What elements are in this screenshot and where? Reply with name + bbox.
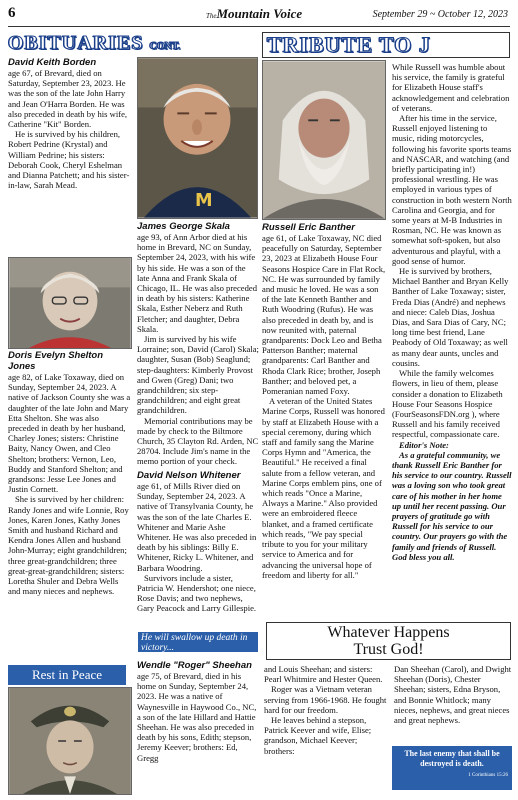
scripture-verse-box [392, 746, 512, 790]
obituary-paragraph: age 61, of Lake Toxaway, NC died peacefully on Saturday, September 23, 2023 at Elizabeth House Four Seasons Hospice Care in Flat Rock, NC. He was surrounded by family and music he loved. He was a son of the late Kenneth Banther and Ruth Woodring (Rufus). He was also preceded in death by, and is now reunited with, paternal grandparents: Dock Leo and Betha Patterson Banther; maternal grandparents: Carl Banther and Rhoda Clark Rice; brother, Joseph Banther; and beloved pet, a Pomeranian named Foxy. [262, 233, 386, 397]
portrait-soldier-image [9, 688, 131, 794]
obituary-name: Doris Evelyn Shelton Jones [8, 350, 104, 372]
obituary-paragraph: After his time in the service, Russell enjoyed listening to music, riding motorcycles, following his favorite sports teams and NASCAR, and watching (and briefly participating in!) professional wrestling. He was employed in various types of construction in both western North Carolina and Georgia, and for some years at M-B Industries in Rosman, NC. He was known as somewhat soft-spoken, but also adventurous and playful, with a good sense of humor. [392, 113, 512, 266]
photo-roger-sheehan [8, 687, 132, 795]
obituary-sheehan-continued [264, 664, 388, 756]
quote-text: He will swallow up death in victory... [141, 633, 248, 653]
obituary-paragraph: He is survived by his children, Robert Pedrine (Krystal) and William Pedrine; his sisters: Deborah Cook, Cheryl Eshelman and Dianna Patchett; and his sister-in-law, Sarah Mead. [8, 129, 130, 191]
quote-citation: Isaiah 25:8 [232, 654, 255, 659]
obituary-sheehan-continued-2 [394, 664, 512, 725]
obituary-banther [262, 222, 386, 580]
portrait-man-image [138, 58, 257, 218]
photo-doris-jones [8, 257, 132, 349]
obituary-paragraph: He is survived by brothers, Michael Banther and Bryan Kelly Banther of Lake Toxaway; sister, Freda Dias (André) and nephews and niece: Caleb Dias, Joshua Dias, and Sara Dias of Cary, NC; long time best friend, Lane Peabody of Old Toxaway; as well as many dear aunts, uncles and cousins. [392, 266, 509, 368]
obituary-paragraph: age 67, of Brevard, died on Saturday, September 23, 2023. He was the son of the late John Harry and Jean O'Harra Borden. He was also preceded in death by his wife, Catherine "Kit" Borden. [8, 68, 128, 130]
obituary-body [137, 481, 259, 614]
obituary-paragraph: age 82, of Lake Toxaway, died on Sunday, September 24, 2023. A native of Jackson County she was a daughter of the late John and Mary Etta Shelton. She was also preceded in death by her husband, Charley Jones; sisters: Christine Baity, Nancy Owen, and Cleo Shelton; brothers: Vernon, Leo, Buddy and Stanford Shelton; and grandsons: Jesse Lee Jones and Justin Cornett. [8, 372, 131, 495]
obituary-borden [8, 57, 132, 190]
obituary-name: James George Skala [137, 221, 230, 232]
obituary-name: David Keith Borden [8, 57, 97, 68]
obituary-paragraph: age 75, of Brevard, died in his home on Sunday, September 24, 2023. He was a native of Waynesville in Haywood Co., NC, a son of the late Hillard and Hattie Sheehan. He was also preceded in death by his sons, Edith; stepson, Jeremy Keever; brothers: Ed, Gregg [137, 671, 257, 763]
page-number: 6 [8, 5, 16, 21]
scripture-quote-box [138, 632, 258, 659]
obituary-body [8, 68, 132, 190]
masthead [206, 6, 302, 22]
obituary-name: Russell Eric Banther [262, 222, 355, 233]
obituary-sheehan [137, 660, 259, 763]
obituary-paragraph: and Louis Sheehan; and sisters: Pearl Whitmire and Hester Queen. [264, 664, 383, 685]
svg-text:M: M [195, 190, 213, 211]
verse-citation: 1 Corinthians 15:26 [468, 773, 508, 778]
obituary-banther-continued [392, 62, 512, 562]
obituary-paragraph: She is survived by her children: Randy Jones and wife Lonnie, Roy Jones, Karen Jones, Kathy Jones Smith and husband Richard and Kendra Jones Allen and husband John-Murray; eight grandchildren; three great-grandchildren; three great-great-grandchildren; sisters: Loretha Shuler and Debra Wells and many nieces and nephews. [8, 494, 129, 597]
editor-note-label: Editor's Note: [399, 439, 449, 450]
obituary-paragraph: Jim is survived by his wife Lorraine; son, David (Carol) Skala; daughter, Susan (Bob) Seaglund; step-daughters: Kimberly Provost and Gwen (Greg) Dani; two grandchildren; six step-grandchildren; and eight great grandchildren. [137, 334, 259, 416]
obituaries-banner [8, 32, 180, 55]
obituary-paragraph: While the family welcomes flowers, in lieu of them, please consider a donation to Elizabeth House Four Seasons Hospice (FourSeasonsFDN.org ), where Russell and his family received respectful, compassionate care. [392, 368, 503, 440]
obituaries-title: OBITUARIES [8, 32, 144, 54]
editor-note-text: As a grateful community, we thank Russell Eric Banther for his service to our country. Russell was a loving son who took great care of his mother in her home up until her recent passing. Our prayers of gratitude go with Russell for his service to our country. Our prayers go with the family and friends of Russell. God bless you all. [392, 449, 512, 562]
obituary-paragraph: Memorial contributions may be made by check to the Biltmore Church, 35 Clayton Rd. Arden, NC 28704. Include Jim's name in the memo portion of your check. [137, 415, 259, 467]
obituary-body [8, 372, 132, 596]
obituary-body [137, 671, 259, 763]
obituary-paragraph: age 61, of Mills River died on Sunday, September 24, 2023. A native of Transylvania County, he was the son of the late Charles E. Whitener and Marie Ashe Whitener. He was also preceded in death by his siblings: Billy E. Whitener, Ricky L. Whitener, and Barbara Woodring. [137, 481, 257, 573]
obituary-paragraph: Survivors include a sister, Patricia W. Hendershot; one niece, Rose Davis; and two nephews, Gary Peacock and Larry Gillespie. [137, 572, 257, 614]
obituary-paragraph: Roger was a Vietnam veteran serving from 1966-1968. He fought hard for our freedom. [264, 684, 387, 715]
obituary-paragraph: He leaves behind a stepson, Patrick Keever and wife, Elise; grandson, Michael Keever; brothers: [264, 715, 372, 756]
tribute-banner: TRIBUTE TO J [262, 32, 510, 58]
obituary-skala [137, 221, 259, 467]
obituary-whitener [137, 470, 259, 614]
trust-god-box [266, 622, 511, 660]
obituary-jones [8, 350, 132, 596]
obituary-name: Wendle "Roger" Sheehan [137, 660, 252, 671]
trust-god-line2: Trust God! [353, 641, 424, 658]
header-rule [8, 26, 510, 27]
portrait-bearded-man-image [263, 61, 385, 219]
obituary-body [262, 233, 386, 580]
trust-god-line1: Whatever Happens [327, 624, 450, 641]
portrait-woman-image [9, 258, 131, 348]
photo-james-skala [137, 57, 258, 219]
obituary-name: David Nelson Whitener [137, 470, 241, 481]
photo-russell-banther [262, 60, 386, 220]
verse-text: The last enemy that shall be destroyed is death. [404, 749, 500, 768]
rest-in-peace-label: Rest in Peace [8, 665, 126, 685]
obituaries-cont: CONT. [149, 41, 181, 52]
issue-date: September 29 ~ October 12, 2023 [372, 9, 508, 20]
obituary-paragraph: Dan Sheehan (Carol), and Dwight Sheehan (Doris), Chester Sheehan; sisters, Edna Bryson, and Bonnie Whitlock; many nieces, nephews, and great nieces and great nephews. [394, 664, 512, 726]
obituary-paragraph: age 93, of Ann Arbor died at his home in Brevard, NC on Sunday, September 24, 2023, with his wife by his side. He was a son of the late Anna and Frank Skala of Chicago, IL. He was also preceded in death by his sisters: Katherine Skala, Esther Neberz and Ruth Fletcher; and daughter, Debra Skala. [137, 232, 258, 334]
masthead-title: Mountain Voice [216, 6, 303, 21]
obituary-paragraph: While Russell was humble about his service, the family is grateful for Elizabeth House staff's acknowledgement and celebration of veterans. [392, 62, 510, 113]
obituary-body [137, 232, 259, 467]
obituary-paragraph: A veteran of the United States Marine Corps, Russell was honored by staff at Elizabeth House with a special ceremony, during which staff and family sang the Marine Corps Hymn and "America, the Beautiful." He received a final salute from a fellow veteran, and Marine Corps emblem pins, one of which reads "Once a Marine, Always a Marine." Also provided were an embroidered fleece blanket, and a framed certificate which reads, "We pay special tribute to you for your military service to America and for advancing the universal hope of freedom and liberty for all." [262, 396, 385, 580]
masthead-prefix: The [206, 12, 217, 20]
